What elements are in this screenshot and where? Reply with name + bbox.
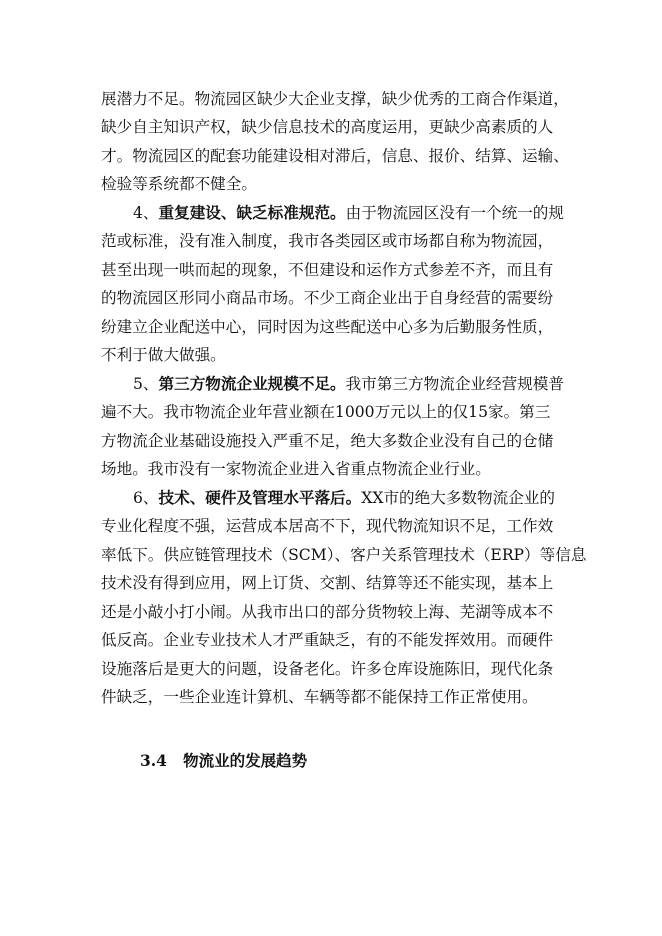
text-line: 纷建立企业配送中心，同时因为这些配送中心多为后勤服务性质， [101, 318, 554, 336]
text-line: 不利于做大做强。 [101, 346, 226, 364]
item-number: 6、 [133, 489, 159, 507]
list-item-heading [133, 203, 564, 227]
item-text: XX市的绝大多数物流企业的 [361, 489, 555, 507]
list-item-heading [133, 374, 564, 398]
text-line: 专业化程度不强，运营成本居高不下，现代物流知识不足，工作效 [101, 517, 554, 535]
text-line: 检验等系统都不健全。 [101, 175, 257, 193]
text-line: 甚至出现一哄而起的现象，不但建设和运作方式参差不齐，而且有 [101, 261, 554, 279]
section-heading [140, 751, 307, 775]
text-line: 的物流园区形同小商品市场。不少工商企业出于自身经营的需要纷 [101, 289, 554, 307]
text-line: 范或标准，没有准入制度，我市各类园区或市场都自称为物流园， [101, 232, 554, 250]
text-line: 展潜力不足。物流园区缺少大企业支撑，缺少优秀的工商合作渠道， [101, 90, 569, 108]
item-title: 第三方物流企业规模不足。 [158, 374, 346, 393]
list-item-heading [133, 488, 555, 512]
text-line: 还是小敲小打小闹。从我市出口的部分货物较上海、芜湖等成本不 [101, 603, 554, 621]
section-title: 物流业的发展趋势 [183, 751, 308, 770]
text-line: 率低下。供应链管理技术（SCM）、客户关系管理技术（ERP）等信息 [101, 546, 587, 564]
item-text: 我市第三方物流企业经营规模普 [345, 375, 564, 393]
text-line: 设施落后是更大的问题，设备老化。许多仓库设施陈旧，现代化条 [101, 660, 554, 678]
text-line: 遍不大。我市物流企业年营业额在1000万元以上的仅15家。第三 [101, 403, 551, 421]
section-number: 3.4 [140, 751, 167, 770]
text-line: 方物流企业基础设施投入严重不足，绝大多数企业没有自己的仓储 [101, 432, 554, 450]
text-line: 缺少自主知识产权，缺少信息技术的高度运用，更缺少高素质的人 [101, 118, 554, 136]
item-text: 由于物流园区没有一个统一的规 [345, 204, 564, 222]
item-number: 4、 [133, 204, 159, 222]
text-line: 才。物流园区的配套功能建设相对滞后，信息、报价、结算、运输、 [101, 147, 569, 165]
text-line: 低反高。企业专业技术人才严重缺乏，有的不能发挥效用。而硬件 [101, 631, 554, 649]
item-title: 技术、硬件及管理水平落后。 [158, 488, 362, 507]
text-line: 场地。我市没有一家物流企业进入省重点物流企业行业。 [101, 460, 491, 478]
text-line: 件缺乏，一些企业连计算机、车辆等都不能保持工作正常使用。 [101, 688, 538, 706]
item-title: 重复建设、缺乏标准规范。 [158, 203, 346, 222]
text-line: 技术没有得到应用，网上订货、交割、结算等还不能实现，基本上 [101, 574, 554, 592]
item-number: 5、 [133, 375, 159, 393]
